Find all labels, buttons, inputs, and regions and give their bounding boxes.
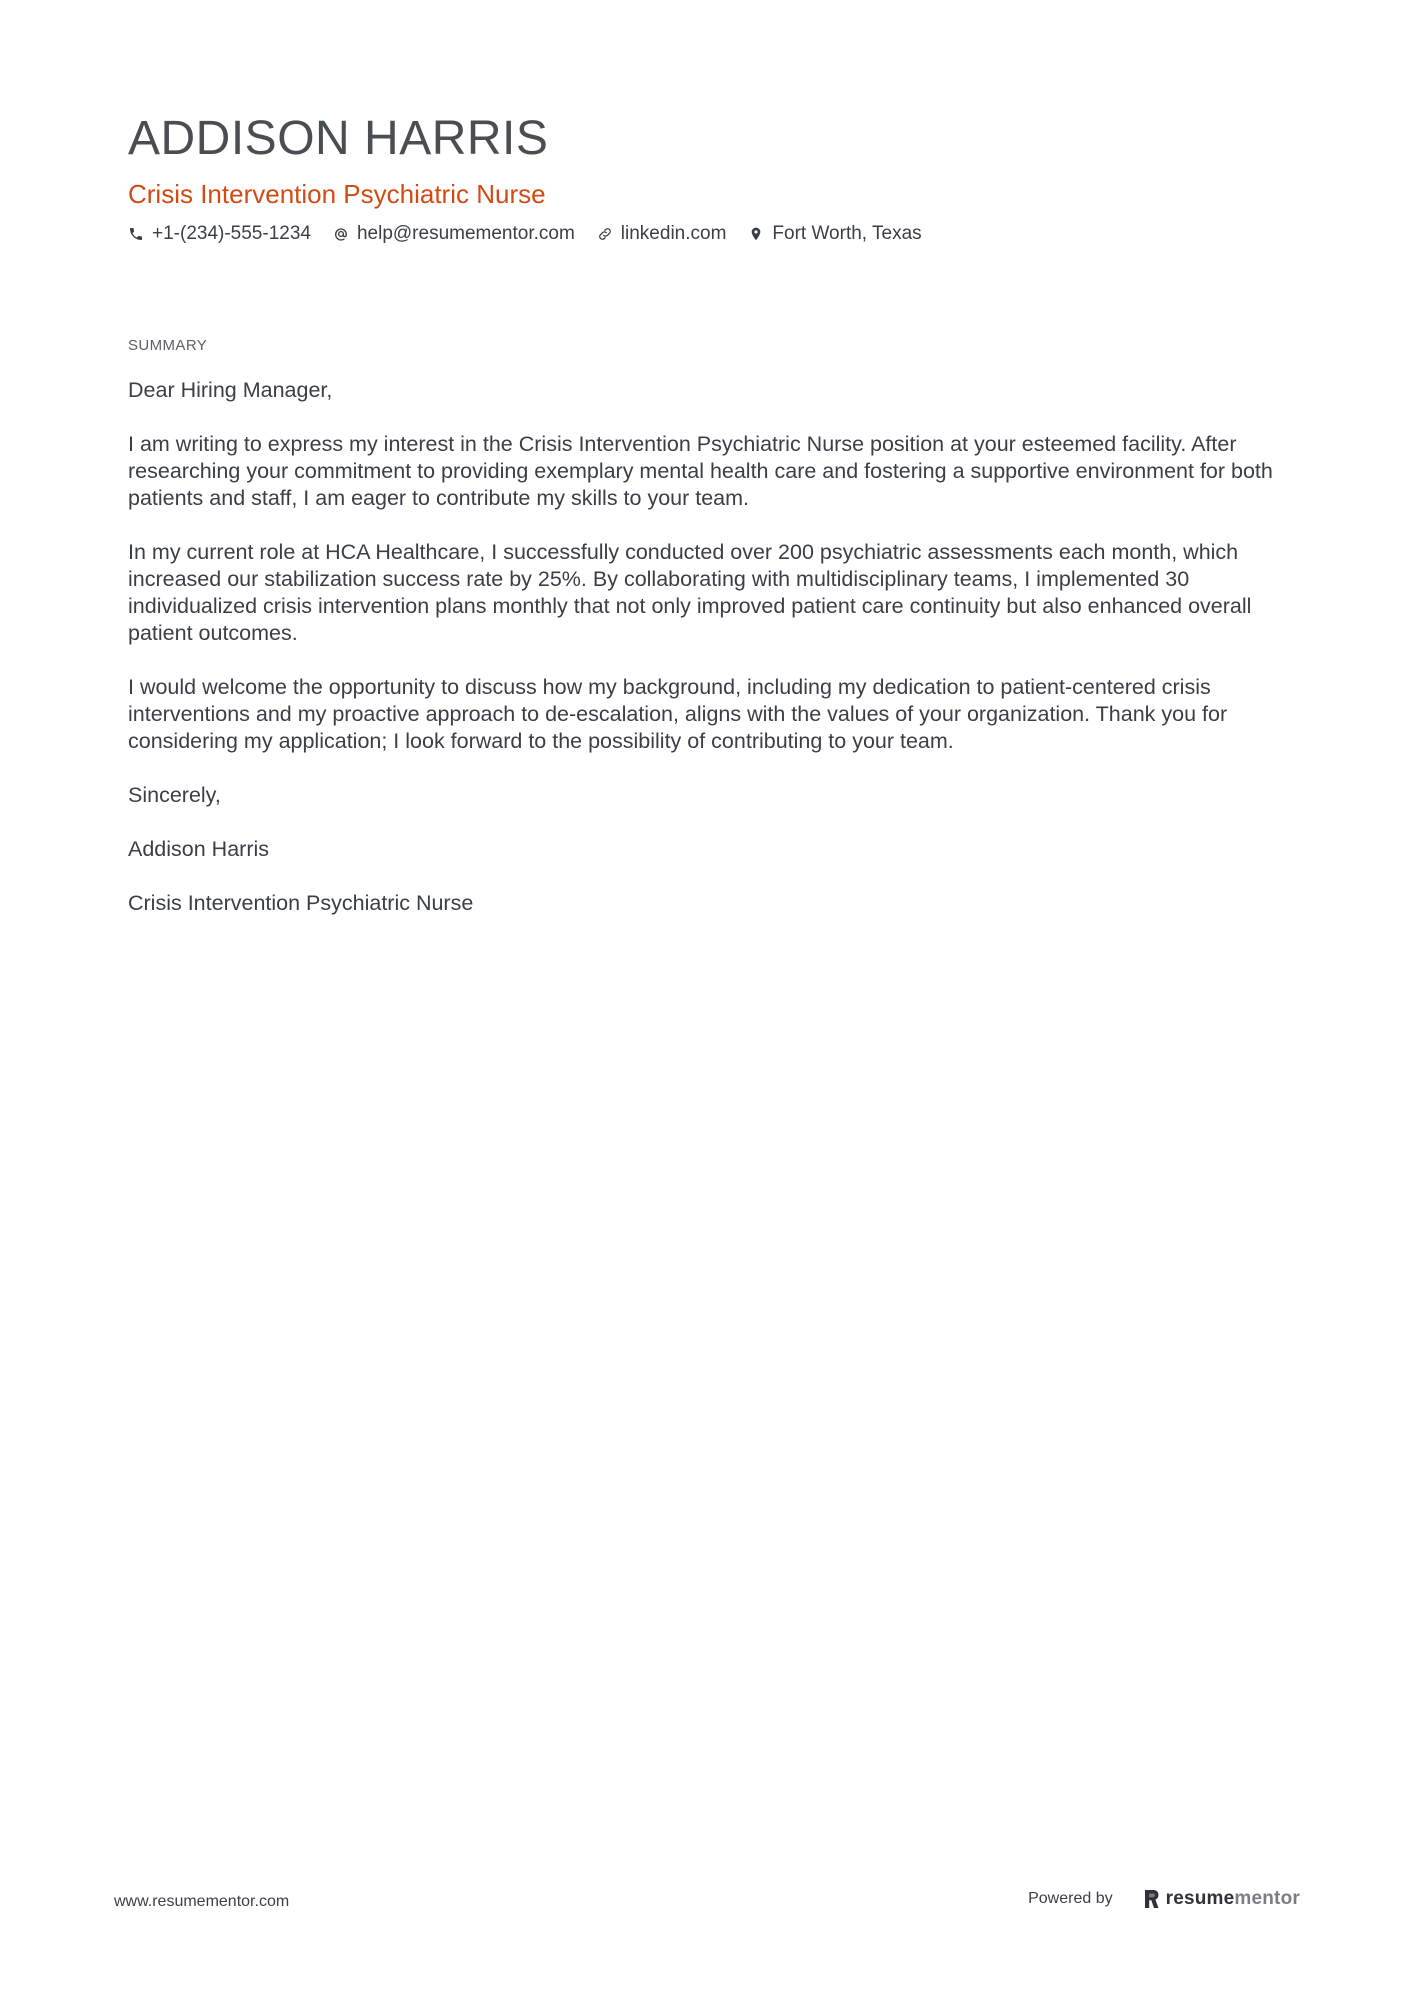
signature-name: Addison Harris	[128, 837, 269, 861]
link-icon	[597, 226, 613, 242]
closing: Sincerely,	[128, 783, 221, 807]
at-icon	[333, 226, 349, 242]
paragraph: I would welcome the opportunity to discuss how my background, including my dedication to patient-centered crisis interventions and my proactive approach to de-escalation, aligns with the values of your organization. Thank you for considering my application; I look forward to the possibility of contributing to your team.	[128, 675, 1228, 753]
candidate-title: Crisis Intervention Psychiatric Nurse	[128, 179, 546, 209]
letter-body	[128, 377, 1288, 917]
brand-wordmark-strong: resume	[1165, 1888, 1235, 1909]
salutation: Dear Hiring Manager,	[128, 378, 333, 402]
footer-website-link[interactable]: www.resumementor.com	[114, 1893, 290, 1910]
contact-row	[128, 222, 1288, 246]
signature-title: Crisis Intervention Psychiatric Nurse	[128, 891, 474, 915]
brand-wordmark	[1166, 1888, 1300, 1910]
summary-section	[128, 337, 1288, 944]
brand-logo[interactable]	[1143, 1888, 1300, 1910]
header	[128, 110, 1288, 246]
phone-text: +1-(234)-555-1234	[152, 223, 311, 244]
powered-by-label: Powered by	[1028, 1890, 1113, 1907]
location-text: Fort Worth, Texas	[772, 223, 922, 244]
section-heading-summary: SUMMARY	[128, 337, 208, 354]
paragraph: I am writing to express my interest in the Crisis Intervention Psychiatric Nurse position at your esteemed facility. After researching your commitment to providing exemplary mental health care and fostering a supportive environment for both patients and staff, I am eager to contribute my skills to your team.	[128, 432, 1273, 510]
linkedin-text: linkedin.com	[620, 223, 727, 244]
candidate-name: ADDISON HARRIS	[128, 112, 549, 165]
map-pin-icon	[748, 226, 764, 242]
resumementor-logo-icon	[1143, 1889, 1160, 1909]
email-text: help@resumementor.com	[356, 223, 575, 244]
contact-phone	[128, 222, 311, 246]
footer	[114, 1888, 1300, 1918]
brand-wordmark-light: mentor	[1234, 1888, 1300, 1909]
powered-by	[1028, 1888, 1300, 1910]
contact-location	[748, 222, 921, 246]
phone-icon	[128, 226, 144, 242]
paragraph: In my current role at HCA Healthcare, I successfully conducted over 200 psychiatric assessments each month, which increased our stabilization success rate by 25%. By collaborating with multidisciplinary teams, I implemented 30 individualized crisis intervention plans monthly that not only improved patient care continuity but also enhanced overall patient outcomes.	[128, 540, 1252, 645]
contact-linkedin	[597, 222, 727, 246]
contact-email	[333, 222, 575, 246]
